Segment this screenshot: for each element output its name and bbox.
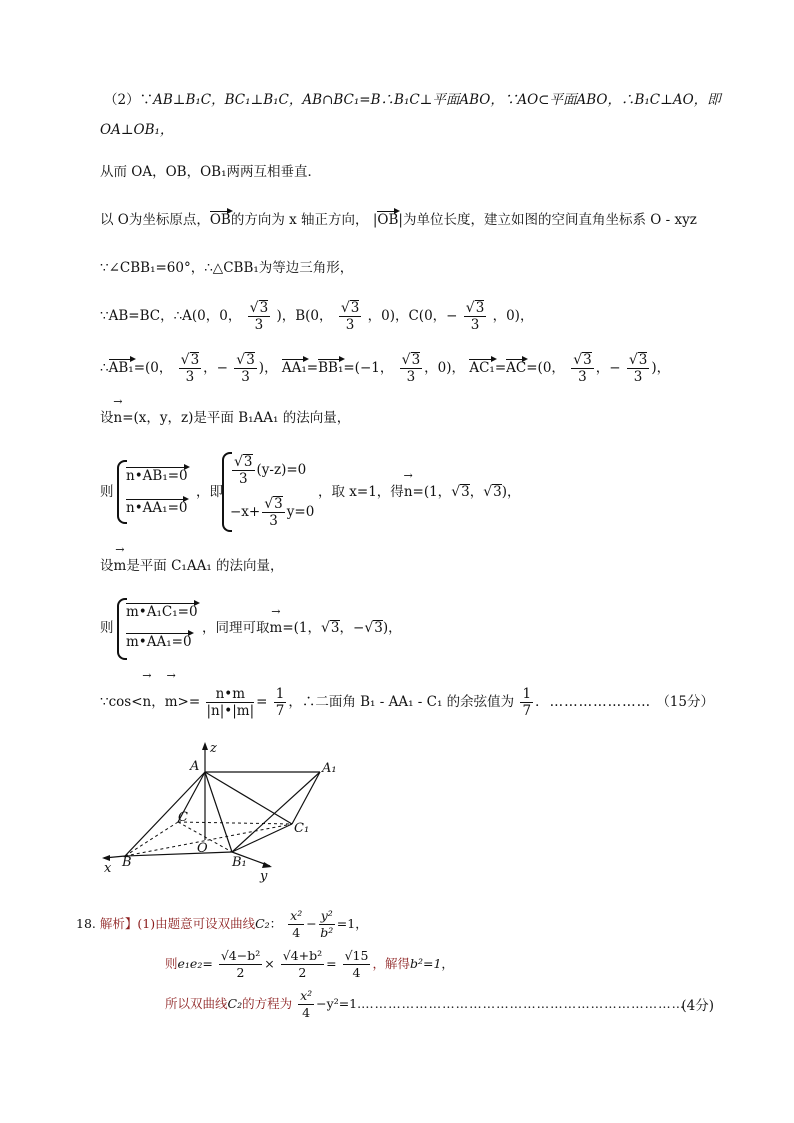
vector-m: → m <box>114 556 127 576</box>
vector-AA1: AA₁ <box>281 360 307 376</box>
cos-fraction: $\frac{n•m}{|n|•|m|}$ <box>206 686 255 719</box>
line-3: 从而 OA，OB，OB₁两两互相垂直． <box>100 164 321 180</box>
sys3-row1: m•A₁C₁=0 <box>126 604 198 620</box>
label-B: B <box>122 855 132 870</box>
line-9-ie: ，即 <box>196 484 223 500</box>
sys3-row2: m•AA₁=0 <box>126 634 192 650</box>
q18-line3: 所以双曲线C₂的方程为 $\frac{\text{x²}}{4}$ −y²=1.……………………………………………………………… <box>165 988 686 1020</box>
frac-sqrt3-over-3: $\frac{√3}{3}$ <box>628 352 648 385</box>
score-15: （15分） <box>656 694 714 710</box>
frac-sqrt3-over-3: $\frac{√3}{3}$ <box>249 300 269 333</box>
vector-AC1: AC₁ <box>469 360 495 376</box>
vector-AB1: AB₁ <box>108 360 134 376</box>
sys2-row2: −x+ $\frac{√3}{3}$ y=0 <box>230 496 315 529</box>
label-C1: C₁ <box>294 821 310 836</box>
label-x: x <box>104 861 112 876</box>
line-11-rest: ，同理可取→ m=(1，√3，−√3)， <box>202 618 402 638</box>
line-1: （2）∵AB⊥B₁C，BC₁⊥B₁C，AB∩BC₁=B∴B₁C⊥平面ABO，∵AO⊂平面ABO，∴B₁C⊥AO，即 <box>104 92 721 108</box>
vector-AC: AC <box>506 360 527 376</box>
frac-sqrt3-over-3: $\frac{√3}{3}$ <box>180 352 200 385</box>
line-5: ∵∠CBB₁=60°，∴△CBB₁为等边三角形， <box>100 260 354 276</box>
frac-sqrt3-over-3: $\frac{√3}{3}$ <box>465 300 485 333</box>
line-8: 设→ n=(x，y，z)是平面 B₁AA₁ 的法向量， <box>100 408 350 428</box>
vector-OB: OB <box>209 212 231 228</box>
score-4: (4分) <box>681 998 714 1014</box>
q18-line1: 18. 解析】(1)由题意可设双曲线C₂： $\frac{\text{x²}}{4}$ − $\frac{\text{y²}}{\text{b²}}$ =1， <box>76 908 368 940</box>
frac-sqrt3-over-3: $\frac{√3}{3}$ <box>340 300 360 333</box>
sys1-row2: n•AA₁=0 <box>126 500 188 516</box>
line-4: 以 O为坐标原点，OB的方向为 x 轴正方向， |OB|为单位长度，建立如图的空间直角坐标系 O - xyz <box>100 212 697 228</box>
label-A1: A₁ <box>322 761 337 776</box>
line-6: ∵AB=BC，∴A(0，0， $\frac{√3}{3}$ )，B(0， $\frac{√3}{3}$ ，0)，C(0，− $\frac{√3}{3}$ ，0)， <box>100 300 534 333</box>
label-A: A <box>190 759 200 774</box>
label-O: O <box>197 841 208 856</box>
line-2: OA⊥OB₁， <box>100 122 174 138</box>
line-11-then: 则 <box>100 620 114 636</box>
line-7: ∴AB₁=(0， $\frac{√3}{3}$ ，− $\frac{√3}{3}$ )， AA₁=BB₁=(−1， $\frac{√3}{3}$ ，0)， AC₁=AC=(0， $\frac{√3}{3}$ ，− $\frac{√3}{3}$ )， <box>100 352 671 385</box>
line-9-rest: ，取 x=1，得→ n=(1，√3，√3)， <box>318 482 521 502</box>
sys1-row1: n•AB₁=0 <box>126 468 188 484</box>
line-9-then: 则 <box>100 484 114 500</box>
label-C: C <box>178 810 188 825</box>
z-arrow <box>202 742 208 750</box>
vector-BB1: BB₁ <box>318 360 344 376</box>
frac-sqrt3-over-3: $\frac{√3}{3}$ <box>401 352 421 385</box>
frac-sqrt3-over-3: $\frac{√3}{3}$ <box>573 352 592 385</box>
frac-sqrt3-over-3: $\frac{√3}{3}$ <box>236 352 255 385</box>
label-B1: B₁ <box>232 855 247 870</box>
line-12: ∵cos<→ n，→ m>= $\frac{n•m}{|n|•|m|}$ = $\frac{1}{7}$ ，∴二面角 B₁ - AA₁ - C₁ 的余弦值为 $\frac{1}{7}$ ．………………… <box>100 682 651 722</box>
line-10: 设→ m是平面 C₁AA₁ 的法向量， <box>100 556 284 576</box>
q18-line2: 则e₁e₂= $\frac{\text{√4−b²}}{2}$ × $\frac{\text{√4+b²}}{2}$ = $\frac{√15}{4}$ ，解得b²=1， <box>165 948 454 980</box>
y-arrow <box>262 862 272 868</box>
vector-n: → n <box>114 408 123 428</box>
abs-OB: |OB| <box>372 212 403 228</box>
label-y: y <box>260 869 268 884</box>
sys2-row1: $\frac{√3}{3}$ (y-z)=0 <box>234 454 307 487</box>
label-z: z <box>210 741 217 756</box>
